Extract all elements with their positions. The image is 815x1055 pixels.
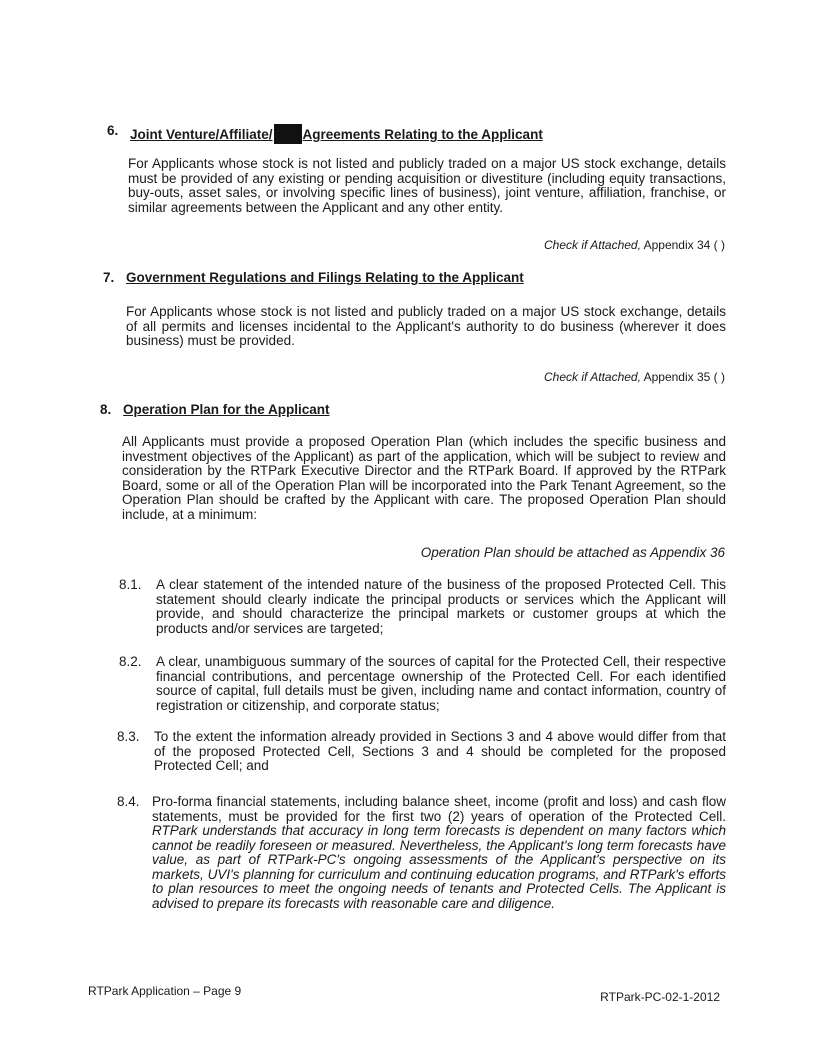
section-6-title <box>130 124 543 144</box>
section-7-body: For Applicants whose stock is not listed and publicly traded on a major US stock exchange, details of all permits and licenses incidental to the Applicant's authority to do business (wherever it does business) must be provided. <box>126 304 726 348</box>
item-8-2-text: A clear, unambiguous summary of the sources of capital for the Protected Cell, their respective financial contributions, and percentage ownership of the Protected Cell. For each identified source of capital, full details must be given, including name and contact information, country of registration or citizenship, and corporate status; <box>156 654 726 713</box>
section-7-attach <box>480 370 725 385</box>
section-6-title-part1: Joint Venture/Affiliate/ <box>130 127 273 142</box>
item-8-4-text <box>152 795 726 911</box>
section-7-attach-italic: Check if Attached, <box>544 370 641 384</box>
footer-right: RTPark-PC-02-1-2012 <box>600 990 720 1004</box>
redaction-block <box>274 124 302 144</box>
section-8-body: All Applicants must provide a proposed Operation Plan (which includes the specific business and investment objectives of the Applicant) as part of the application, which will be subject to review and consideration by the RTPark Executive Director and the RTPark Board. If approved by the RTPark Board, some or all of the Operation Plan will be incorporated into the Park Tenant Agreement, so the Operation Plan should be crafted by the Applicant with care. The proposed Operation Plan should include, at a minimum: <box>122 434 726 522</box>
section-7-attach-rest: Appendix 35 ( ) <box>640 370 725 384</box>
section-6-attach-italic: Check if Attached, <box>544 238 641 252</box>
section-7-title-text: Government Regulations and Filings Relating to the Applicant <box>126 270 524 285</box>
section-8-attach-note: Operation Plan should be attached as Appendix 36 <box>420 545 725 560</box>
section-8-title <box>123 403 330 418</box>
item-8-4-text-regular: Pro-forma financial statements, including balance sheet, income (profit and loss) and cash flow statements, must be provided for the first two (2) years of operation of the Protected Cell. <box>152 794 726 824</box>
item-8-2-number: 8.2. <box>119 654 142 669</box>
footer-left: RTPark Application – Page 9 <box>88 984 242 998</box>
section-7-number: 7. <box>103 270 115 285</box>
section-6-number: 6. <box>107 123 119 138</box>
item-8-4-text-italic: RTPark understands that accuracy in long term forecasts is dependent on many factors which cannot be readily foreseen or measured. Nevertheless, the Applicant's long term forecasts have value, as part of RTPark-PC's ongoing assessments of the Applicant's perspective on its markets, UVI's planning for curriculum and continuing education programs, and RTPark's efforts to plan resources to meet the ongoing needs of tenants and Protected Cells. The Applicant is advised to prepare its forecasts with reasonable care and diligence. <box>152 823 726 911</box>
item-8-4-number: 8.4. <box>117 794 140 809</box>
item-8-3-text: To the extent the information already provided in Sections 3 and 4 above would differ from that of the proposed Protected Cell, Sections 3 and 4 should be completed for the proposed Protected Cell; and <box>154 729 726 773</box>
section-6-attach-rest: Appendix 34 ( ) <box>640 238 725 252</box>
section-6-title-part2: Agreements Relating to the Applicant <box>302 127 543 142</box>
section-8-number: 8. <box>100 402 112 417</box>
section-7-title <box>126 271 524 286</box>
item-8-3-number: 8.3. <box>117 729 140 744</box>
item-8-1-text: A clear statement of the intended nature of the business of the proposed Protected Cell. This statement should clearly indicate the principal products or services which the Applicant will provide, and should characterize the principal markets or customer groups at which the products and/or services are targeted; <box>156 577 726 636</box>
section-6-attach <box>480 238 725 253</box>
section-6-body: For Applicants whose stock is not listed and publicly traded on a major US stock exchange, details must be provided of any existing or pending acquisition or divestiture (including equity transactions, buy-outs, asset sales, or involving specific lines of business), joint venture, affiliation, franchise, or similar agreements between the Applicant and any other entity. <box>128 156 726 215</box>
item-8-1-number: 8.1. <box>119 577 142 592</box>
section-8-title-text: Operation Plan for the Applicant <box>123 402 330 417</box>
